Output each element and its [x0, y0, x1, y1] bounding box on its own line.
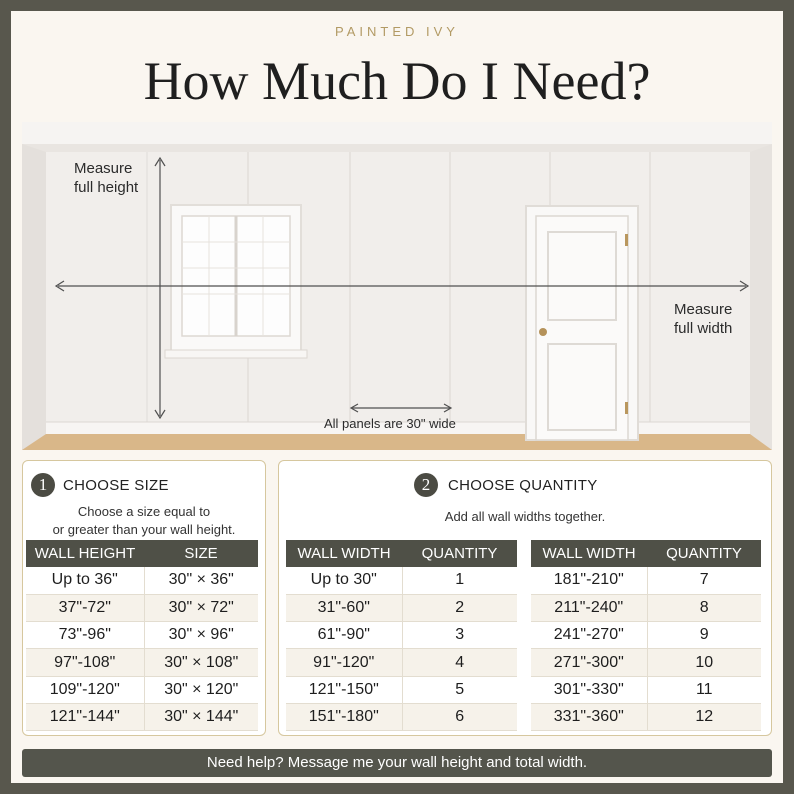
table-row: [531, 622, 761, 649]
wall-width-cell: 331"-360": [531, 703, 647, 730]
wall-width-cell: 91"-120": [286, 649, 402, 676]
page-title: How Much Do I Need?: [143, 51, 651, 111]
wall-width-cell: 271"-300": [531, 649, 647, 676]
quantity-cell: 4: [402, 649, 517, 676]
wall-width-cell: 181"-210": [531, 567, 647, 594]
table-row: [531, 676, 761, 703]
table-row: [26, 676, 258, 703]
table-row: [286, 567, 517, 594]
table-row: [286, 594, 517, 621]
table-row: [531, 649, 761, 676]
choose-size-subtitle-line-2: or greater than your wall height.: [52, 522, 236, 537]
wall-height-cell: 97"-108": [26, 649, 144, 676]
quantity-table-right: [531, 540, 761, 731]
wall-width-cell: 121"-150": [286, 676, 402, 703]
quantity-cell: 10: [647, 649, 761, 676]
size-cell: 30" × 120": [144, 676, 258, 703]
table-row: [26, 567, 258, 594]
height-label: [74, 159, 138, 197]
wall-height-cell: 121"-144": [26, 703, 144, 730]
choose-size-subtitle: [22, 503, 266, 539]
quantity-cell: 11: [647, 676, 761, 703]
quantity-cell: 8: [647, 594, 761, 621]
table-row: [286, 649, 517, 676]
size-cell: 30" × 36": [144, 567, 258, 594]
quantity-cell: 2: [402, 594, 517, 621]
choose-quantity-subtitle: Add all wall widths together.: [444, 509, 606, 524]
width-label: [674, 300, 732, 338]
height-label-line-2: full height: [74, 179, 139, 196]
wall-height-cell: 73"-96": [26, 622, 144, 649]
step-2-badge: 2: [414, 473, 438, 497]
quantity-cell: 6: [402, 703, 517, 730]
brand-name: PAINTED IVY: [335, 24, 459, 39]
wall-width-cell: 211"-240": [531, 594, 647, 621]
table-row: [26, 594, 258, 621]
table-row: [286, 703, 517, 730]
wall-width-cell: 241"-270": [531, 622, 647, 649]
quantity-header-wall-width: WALL WIDTH: [531, 540, 647, 567]
table-row: [531, 567, 761, 594]
width-label-line-1: Measure: [674, 301, 733, 318]
wall-width-cell: 61"-90": [286, 622, 402, 649]
size-header-size: SIZE: [144, 540, 258, 567]
table-row: [26, 649, 258, 676]
choose-size-subtitle-line-1: Choose a size equal to: [77, 504, 211, 519]
size-cell: 30" × 72": [144, 594, 258, 621]
help-banner: Need help? Message me your wall height and total width.: [22, 749, 772, 777]
quantity-cell: 9: [647, 622, 761, 649]
quantity-cell: 5: [402, 676, 517, 703]
size-cell: 30" × 108": [144, 649, 258, 676]
quantity-cell: 1: [402, 567, 517, 594]
size-header-wall-height: WALL HEIGHT: [26, 540, 144, 567]
choose-quantity-title: CHOOSE QUANTITY: [448, 477, 598, 494]
wall-height-cell: 109"-120": [26, 676, 144, 703]
quantity-header-quantity: QUANTITY: [647, 540, 761, 567]
size-cell: 30" × 96": [144, 622, 258, 649]
quantity-cell: 7: [647, 567, 761, 594]
wall-width-cell: 301"-330": [531, 676, 647, 703]
choose-size-title: CHOOSE SIZE: [63, 477, 169, 494]
table-row: [531, 703, 761, 730]
wall-width-cell: 31"-60": [286, 594, 402, 621]
quantity-cell: 3: [402, 622, 517, 649]
panel-note: All panels are 30" wide: [324, 416, 456, 431]
size-table: [26, 540, 258, 731]
table-row: [26, 703, 258, 730]
height-label-line-1: Measure: [74, 160, 133, 177]
wall-width-cell: 151"-180": [286, 703, 402, 730]
wall-height-cell: 37"-72": [26, 594, 144, 621]
wall-width-cell: Up to 30": [286, 567, 402, 594]
quantity-header-wall-width: WALL WIDTH: [286, 540, 402, 567]
quantity-table-left: [286, 540, 517, 731]
table-row: [531, 594, 761, 621]
width-label-line-2: full width: [674, 320, 733, 337]
step-1-badge: 1: [31, 473, 55, 497]
room-illustration: [22, 122, 772, 450]
size-cell: 30" × 144": [144, 703, 258, 730]
wall-height-cell: Up to 36": [26, 567, 144, 594]
table-row: [26, 622, 258, 649]
quantity-header-quantity: QUANTITY: [402, 540, 517, 567]
table-row: [286, 622, 517, 649]
quantity-cell: 12: [647, 703, 761, 730]
table-row: [286, 676, 517, 703]
